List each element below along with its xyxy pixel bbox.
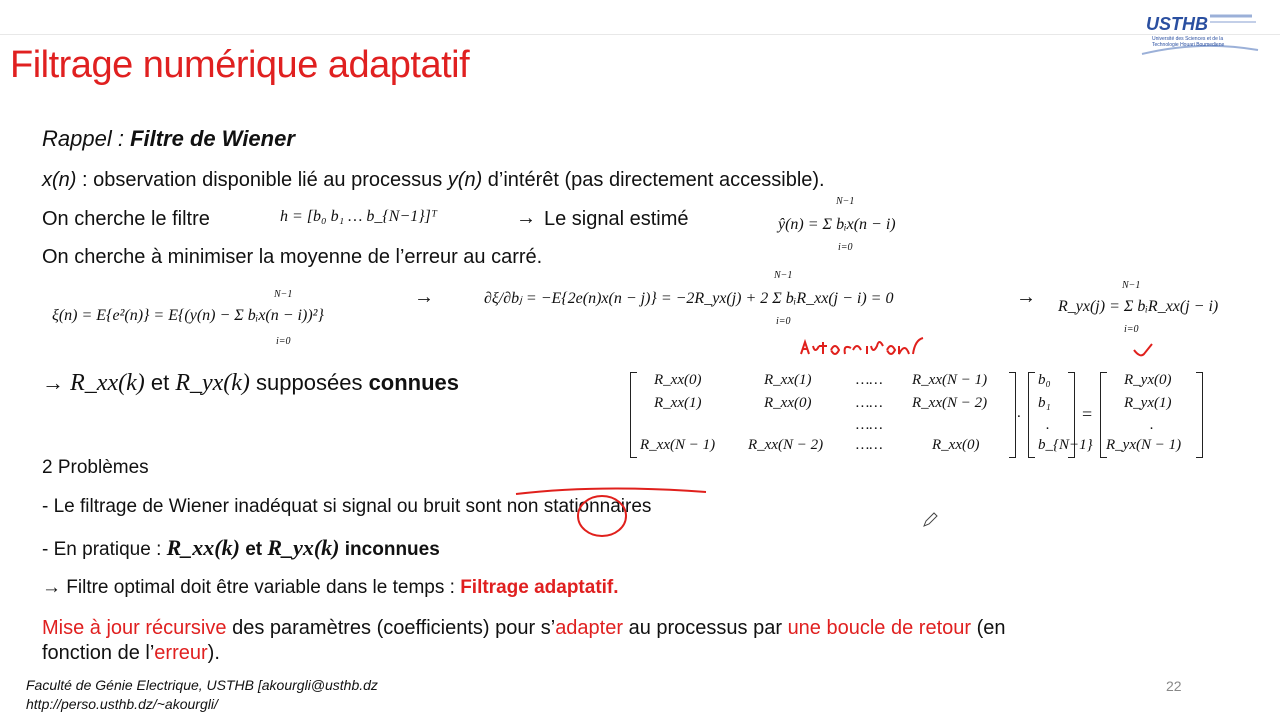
filter-line-label: On cherche le filtre <box>42 208 210 230</box>
matrix-right-bracket <box>1009 372 1016 458</box>
sum-top-4: N−1 <box>1122 280 1141 291</box>
last-text-2: au processus par <box>623 617 788 639</box>
handwritten-non-circle <box>510 482 710 542</box>
filter-vector-eq: h = [b₀ b₁ … b_{N−1}]ᵀ <box>280 208 438 225</box>
matrix-cell: …… <box>856 372 883 388</box>
usthb-logo <box>1140 10 1260 62</box>
adapter-emphasis: adapter <box>555 617 624 639</box>
line1-mid: : observation disponible lié au processus <box>76 169 448 191</box>
rappel-prefix: Rappel : <box>42 126 131 151</box>
matrix-cell: R_xx(0) <box>764 395 812 411</box>
arrow-icon-3: → <box>1016 286 1036 308</box>
problem2-et: et <box>239 539 268 560</box>
problems-heading: 2 Problèmes <box>42 457 149 478</box>
problem2-prefix: - En pratique : <box>42 539 167 560</box>
filtrage-adaptatif-emphasis: Filtrage adaptatif. <box>460 577 619 598</box>
derivative-equation: ∂ξ/∂bⱼ = −E{2e(n)x(n − j)} = −2R_yx(j) + 2 Σ bᵢR_xx(j − i) = 0 <box>484 290 894 307</box>
problem2-rxx: R_xx(k) <box>166 535 240 560</box>
last-line2-b: ). <box>207 642 220 664</box>
matrix-cell: R_xx(N − 1) <box>912 372 988 388</box>
matrix-cell: R_xx(N − 1) <box>640 437 716 453</box>
bvec-left-bracket <box>1028 372 1035 458</box>
matrix-cell: R_xx(0) <box>654 372 702 388</box>
footer-url[interactable]: http://perso.usthb.dz/~akourgli/ <box>26 696 218 712</box>
rxx-term: R_xx(k) <box>70 370 145 396</box>
arrow-icon-2: → <box>414 286 434 308</box>
boucle-retour-emphasis: une boucle de retour <box>787 617 972 639</box>
sum-top-2: N−1 <box>274 289 293 300</box>
recursive-update-line-1 <box>42 617 1006 640</box>
equals-sign: = <box>1082 404 1093 424</box>
header-rule <box>0 34 1280 35</box>
b-vector-cell: . <box>1046 417 1050 433</box>
problem-1: - Le filtrage de Wiener inadéquat si signal ou bruit sont non stationnaires <box>42 496 652 517</box>
xi-equation: ξ(n) = E{e²(n)} = E{(y(n) − Σ bᵢx(n − i))²} <box>52 307 324 324</box>
matrix-dot: . <box>1017 405 1021 421</box>
line1-end: d’intérêt (pas directement accessible). <box>482 169 825 191</box>
footer-affiliation: Faculté de Génie Electrique, USTHB [akourgli@usthb.dz <box>26 677 378 693</box>
mise-a-jour-emphasis: Mise à jour récursive <box>42 617 227 639</box>
page-title: Filtrage numérique adaptatif <box>10 44 470 86</box>
page-number: 22 <box>1166 678 1182 694</box>
arrow-icon-4: → <box>42 370 64 395</box>
xn-term: x(n) <box>42 169 77 191</box>
logo-text: USTHB <box>1146 14 1208 34</box>
last-text-1: des paramètres (coefficients) pour s’ <box>226 617 556 639</box>
b-vector-cell: b₁ <box>1038 395 1051 411</box>
b-vector-cell: b₀ <box>1038 372 1051 388</box>
matrix-left-bracket <box>630 372 637 458</box>
sum-top-1: N−1 <box>836 196 855 207</box>
estimated-signal-label: Le signal estimé <box>544 208 689 230</box>
r-vector-cell: R_yx(1) <box>1124 395 1172 411</box>
known-functions-line <box>42 370 459 397</box>
rappel-heading <box>42 126 295 152</box>
rvec-right-bracket <box>1196 372 1203 458</box>
problem-2 <box>42 535 440 561</box>
ryx-term: R_yx(k) <box>175 370 250 396</box>
problem2-ryx: R_yx(k) <box>267 535 340 560</box>
observation-line <box>42 169 825 192</box>
erreur-emphasis: erreur <box>154 642 208 664</box>
recursive-update-line-2 <box>42 642 220 665</box>
last-line2-a: fonction de l’ <box>42 642 155 664</box>
optimal-prefix: Filtre optimal doit être variable dans le temps : <box>61 577 461 598</box>
matrix-cell: …… <box>856 417 883 433</box>
matrix-cell: R_xx(0) <box>932 437 980 453</box>
sum-bottom-4: i=0 <box>1124 324 1139 335</box>
sum-top-3: N−1 <box>774 270 793 281</box>
rappel-title: Filtre de Wiener <box>130 126 295 151</box>
sum-bottom-2: i=0 <box>276 336 291 347</box>
connues-word: connues <box>368 370 460 395</box>
yn-term: y(n) <box>447 169 483 191</box>
sum-bottom-1: i=0 <box>838 242 853 253</box>
arrow-icon: → <box>516 207 536 229</box>
r-vector-cell: . <box>1150 417 1154 433</box>
r-vector-cell: R_yx(0) <box>1124 372 1172 388</box>
matrix-cell: R_xx(N − 2) <box>748 437 824 453</box>
last-text-3: (en <box>971 617 1006 639</box>
arrow-icon-5: → <box>42 577 61 598</box>
matrix-cell: R_xx(1) <box>654 395 702 411</box>
matrix-cell: …… <box>856 395 883 411</box>
et-word: et <box>144 370 176 395</box>
handwritten-mark-icon <box>1130 340 1160 364</box>
matrix-cell: R_xx(N − 2) <box>912 395 988 411</box>
pen-cursor-icon <box>922 512 938 528</box>
ryx-equation: R_yx(j) = Σ bᵢR_xx(j − i) <box>1058 298 1219 315</box>
handwritten-autocorrelation-annotation <box>795 330 935 370</box>
sum-bottom-3: i=0 <box>776 316 791 327</box>
b-vector-cell: b_{N−1} <box>1038 437 1093 453</box>
minimize-line: On cherche à minimiser la moyenne de l’erreur au carré. <box>42 246 543 268</box>
optimal-filter-line <box>42 577 619 599</box>
problem2-suffix: inconnues <box>339 539 440 560</box>
supposees-word: supposées <box>249 370 369 395</box>
r-vector-cell: R_yx(N − 1) <box>1106 437 1182 453</box>
matrix-cell: R_xx(1) <box>764 372 812 388</box>
logo-subtitle: Université des Sciences et de la Technologie Houari Boumediene <box>1152 36 1225 48</box>
matrix-cell: …… <box>856 437 883 453</box>
yhat-equation: ŷ(n) = Σ bᵢx(n − i) <box>778 216 896 233</box>
